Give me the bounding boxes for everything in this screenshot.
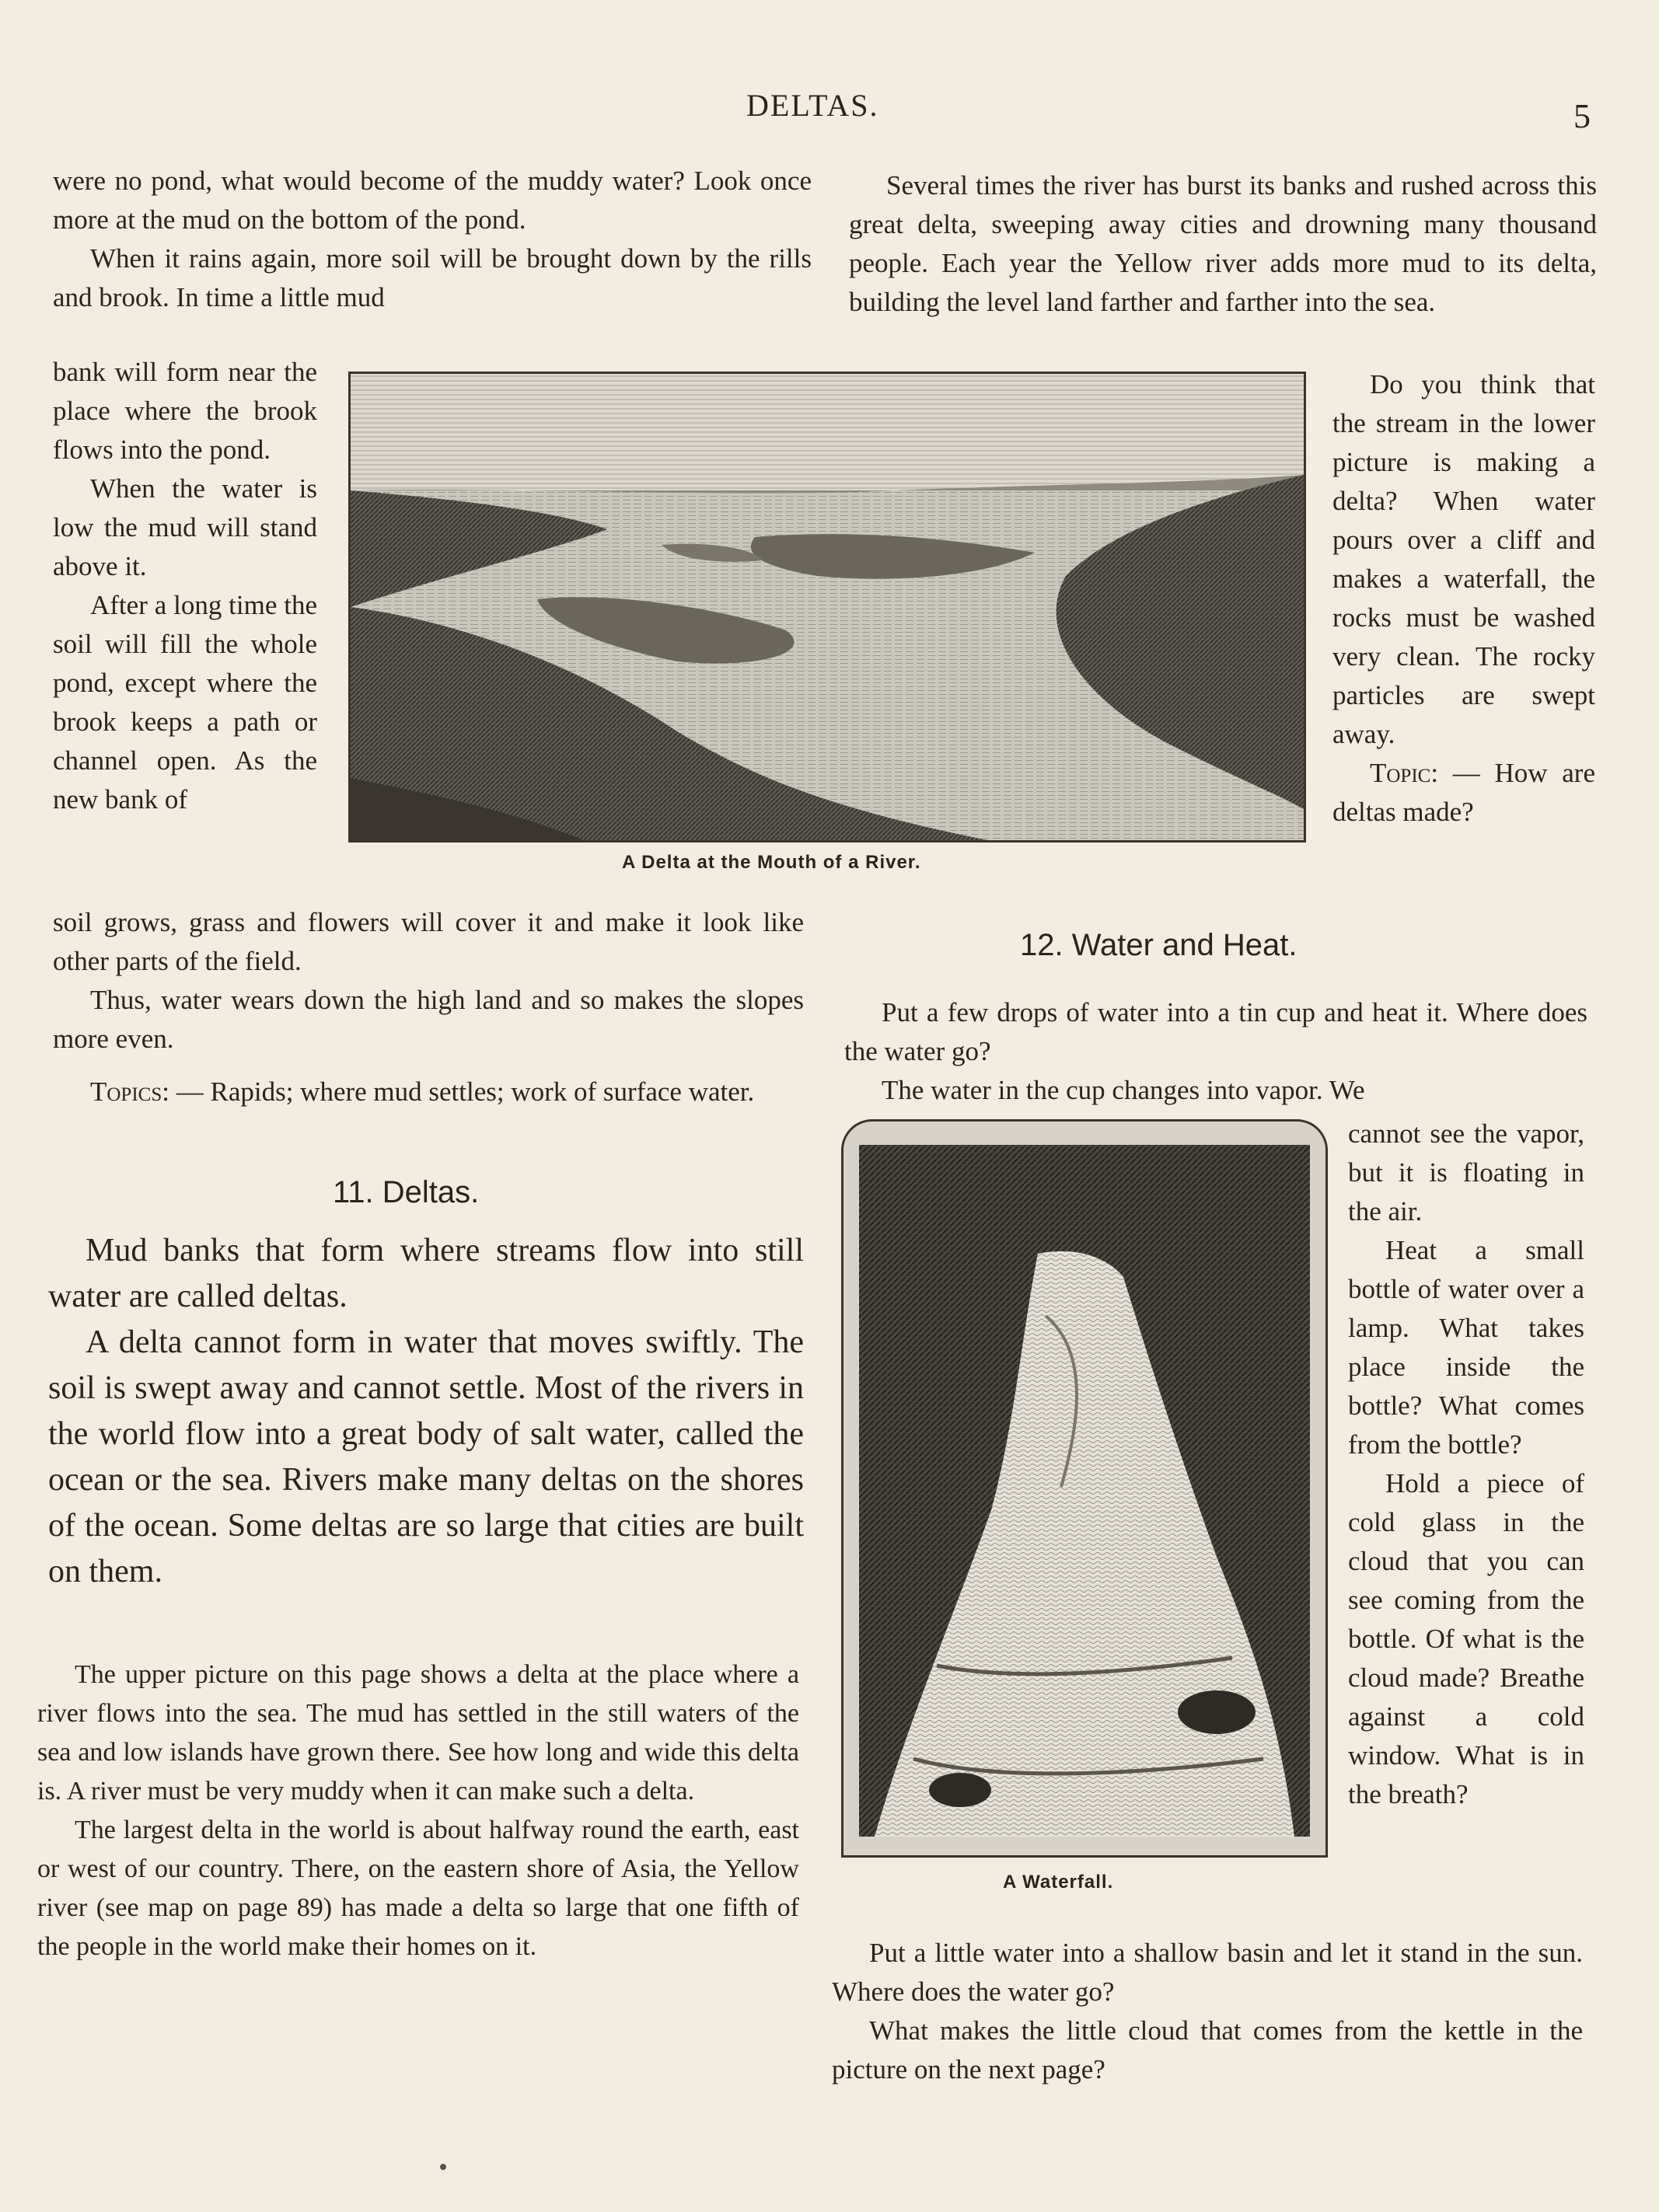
paragraph: Thus, water wears down the high land and so makes the slopes more even. [53,985,804,1054]
running-header: DELTAS. [746,88,879,123]
deltas-large-text [48,1228,804,1595]
right-wrap-text [1332,365,1595,832]
paragraph: What makes the little cloud that comes from the kettle in the picture on the next page? [832,2015,1583,2085]
heat-end-text [832,1934,1583,2089]
paragraph: A delta cannot form in water that moves swiftly. The soil is swept away and cannot settle. Most of the rivers in the world flow into a great body of salt water, called the ocean or the sea. Rivers make many deltas on the shores of the ocean. Some deltas are so large that cities are built on them. [48,1324,804,1589]
paragraph: Put a few drops of water into a tin cup and heat it. Where does the water go? [844,997,1587,1066]
paragraph: were no pond, what would become of the muddy water? Look once more at the mud on the bottom of the pond. [53,166,812,235]
paragraph: Hold a piece of cold glass in the cloud that you can see coming from the bottle. Of what is the cloud made? Breathe against a cold window. What is in the breath? [1348,1468,1584,1809]
paragraph: bank will form near the place where the brook flows into the pond. [53,357,317,465]
left-intro [53,162,812,317]
topics-line [53,1073,804,1111]
paragraph: The largest delta in the world is about halfway round the earth, east or west of our country. There, on the eastern shore of Asia, the Yellow river (see map on page 89) has made a delta so large that one fifth of the people in the world make their homes on it. [37,1816,799,1961]
deltas-small-text [37,1656,799,1966]
paragraph: Heat a small bottle of water over a lamp. What takes place inside the bottle? What comes from the bottle? [1348,1235,1584,1460]
delta-illustration [348,372,1306,843]
heat-wrap-text [1348,1115,1584,1814]
paragraph: Put a little water into a shallow basin and let it stand in the sun. Where does the water go? [832,1938,1583,2007]
waterfall-illustration [841,1119,1328,1858]
left-after-wrap [53,903,804,1059]
paragraph: cannot see the vapor, but it is floating in the air. [1348,1118,1584,1226]
left-wrap-text [53,353,317,819]
delta-caption: A Delta at the Mouth of a River. [622,852,921,873]
heat-intro-text [844,993,1587,1110]
print-speck [440,2164,446,2170]
page-number: 5 [1573,97,1591,135]
paragraph: soil grows, grass and flowers will cover it and make it look like other parts of the field. [53,907,804,976]
paragraph: The water in the cup changes into vapor. We [882,1075,1365,1105]
paragraph: The upper picture on this page shows a delta at the place where a river flows into the sea. The mud has settled in the still waters of the sea and low islands have grown there. See how long and wide this delta is. A river must be very muddy when it can make such a delta. [37,1660,799,1806]
section-12-title: 12. Water and Heat. [1020,928,1298,962]
topic-text: — How are deltas made? [1332,758,1595,827]
section-11-title: 11. Deltas. [333,1175,480,1209]
topics-label: Topics: [90,1076,169,1107]
right-top-text [849,166,1597,322]
waterfall-caption: A Waterfall. [1003,1872,1114,1893]
paragraph: Do you think that the stream in the lower picture is making a delta? When water pours over a cliff and makes a waterfall, the rocks must be washed very clean. The rocky particles are swept away. [1332,369,1595,749]
paragraph: When the water is low the mud will stand above it. [53,473,317,581]
topics-text: — Rapids; where mud settles; work of surface water. [176,1076,755,1107]
topic-label: Topic: [1370,758,1439,788]
paragraph: After a long time the soil will fill the whole pond, except where the brook keeps a path or channel open. As the new bank of [53,590,317,815]
paragraph: When it rains again, more soil will be brought down by the rills and brook. In time a little mud [53,243,812,312]
paragraph: Several times the river has burst its banks and rushed across this great delta, sweeping away cities and drowning many thousand people. Each year the Yellow river adds more mud to its delta, building the level land farther and farther into the sea. [849,170,1597,317]
paragraph: Mud banks that form where streams flow into still water are called deltas. [48,1233,804,1314]
